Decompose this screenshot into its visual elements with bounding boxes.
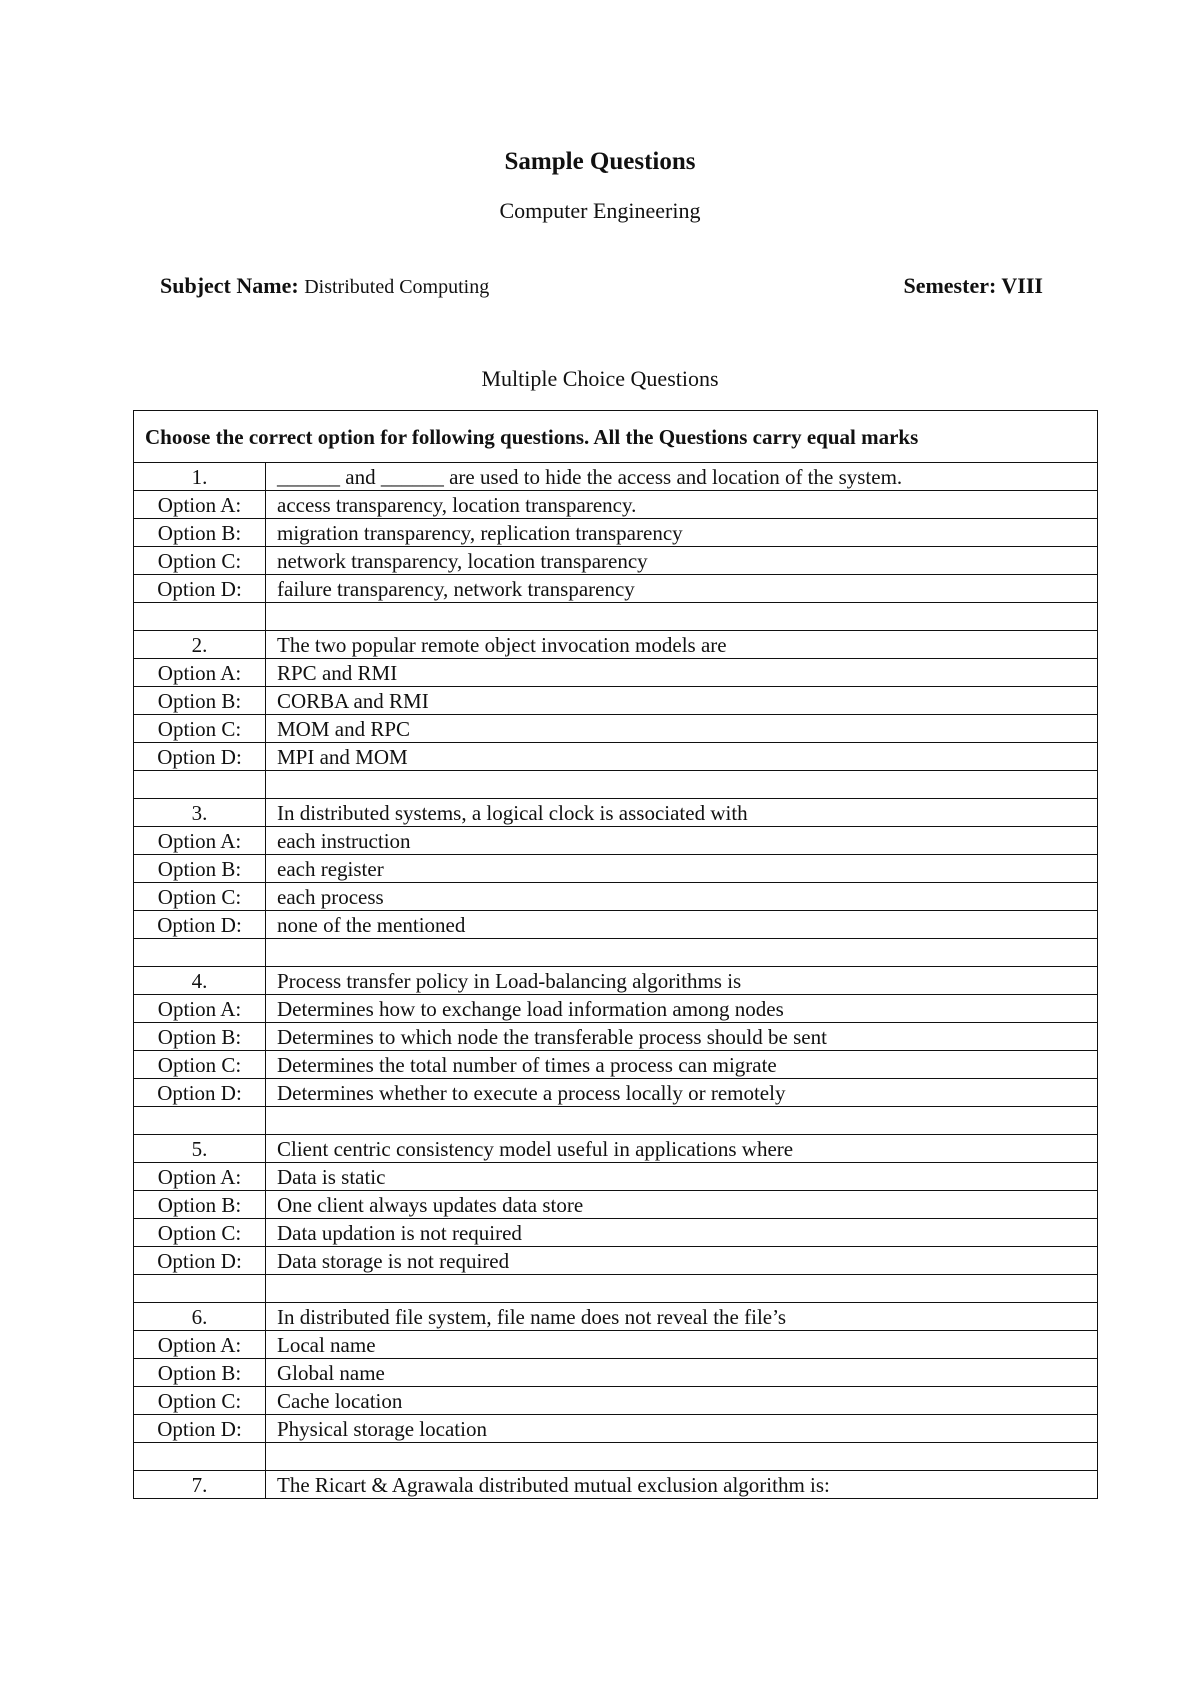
spacer-row [134,603,1098,631]
option-label: Option A: [134,1331,266,1359]
spacer-cell [134,603,266,631]
spacer-cell [134,1107,266,1135]
option-row [134,911,1098,939]
option-label: Option D: [134,1415,266,1443]
spacer-row [134,939,1098,967]
option-row [134,827,1098,855]
option-row [134,519,1098,547]
question-text: The Ricart & Agrawala distributed mutual exclusion algorithm is: [266,1471,1098,1499]
option-row [134,1191,1098,1219]
option-text: Local name [266,1331,1098,1359]
question-text: In distributed systems, a logical clock is associated with [266,799,1098,827]
option-label: Option D: [134,743,266,771]
option-row [134,575,1098,603]
option-text: Data storage is not required [266,1247,1098,1275]
option-label: Option D: [134,1247,266,1275]
option-label: Option B: [134,687,266,715]
option-label: Option A: [134,827,266,855]
option-text: Physical storage location [266,1415,1098,1443]
subject-value: Distributed Computing [304,276,490,298]
option-text: Cache location [266,1387,1098,1415]
option-label: Option B: [134,519,266,547]
option-text: access transparency, location transparency. [266,491,1098,519]
spacer-cell [134,939,266,967]
option-row [134,1359,1098,1387]
spacer-cell [266,1107,1098,1135]
option-text: migration transparency, replication transparency [266,519,1098,547]
semester-value: VIII [1001,273,1043,298]
question-number: 2. [134,631,266,659]
option-row [134,687,1098,715]
option-text: Determines the total number of times a process can migrate [266,1051,1098,1079]
option-row [134,491,1098,519]
option-row [134,1023,1098,1051]
option-label: Option D: [134,575,266,603]
option-text: failure transparency, network transparency [266,575,1098,603]
question-number: 7. [134,1471,266,1499]
option-row [134,883,1098,911]
option-label: Option B: [134,1023,266,1051]
option-text: each instruction [266,827,1098,855]
option-label: Option A: [134,1163,266,1191]
option-label: Option A: [134,659,266,687]
option-row [134,1079,1098,1107]
subject-label: Subject Name: [160,273,299,298]
question-text: Process transfer policy in Load-balancing algorithms is [266,967,1098,995]
option-label: Option B: [134,1191,266,1219]
option-text: Data updation is not required [266,1219,1098,1247]
question-row [134,799,1098,827]
question-text: The two popular remote object invocation models are [266,631,1098,659]
option-row [134,743,1098,771]
question-row [134,967,1098,995]
option-label: Option C: [134,883,266,911]
option-row [134,995,1098,1023]
spacer-row [134,771,1098,799]
question-number: 3. [134,799,266,827]
option-text: each register [266,855,1098,883]
option-text: MPI and MOM [266,743,1098,771]
department-name: Computer Engineering [499,198,701,223]
option-text: Determines whether to execute a process locally or remotely [266,1079,1098,1107]
question-row [134,1303,1098,1331]
spacer-cell [134,771,266,799]
spacer-row [134,1275,1098,1303]
semester-label: Semester: [903,273,997,298]
question-text: ______ and ______ are used to hide the access and location of the system. [266,463,1098,491]
option-row [134,1051,1098,1079]
option-label: Option B: [134,855,266,883]
option-row [134,1247,1098,1275]
semester-line [903,273,1043,299]
mcq-table [133,410,1098,1499]
option-label: Option A: [134,491,266,519]
question-text: Client centric consistency model useful in applications where [266,1135,1098,1163]
question-row [134,631,1098,659]
option-row [134,1331,1098,1359]
option-row [134,1219,1098,1247]
option-text: none of the mentioned [266,911,1098,939]
option-row [134,855,1098,883]
option-row [134,1415,1098,1443]
option-row [134,659,1098,687]
option-row [134,547,1098,575]
option-label: Option C: [134,1219,266,1247]
spacer-cell [266,939,1098,967]
option-label: Option C: [134,547,266,575]
instruction-text: Choose the correct option for following questions. All the Questions carry equal marks [134,411,1098,463]
question-row [134,463,1098,491]
option-label: Option C: [134,715,266,743]
spacer-cell [134,1443,266,1471]
option-label: Option A: [134,995,266,1023]
question-number: 1. [134,463,266,491]
option-text: MOM and RPC [266,715,1098,743]
spacer-cell [266,1443,1098,1471]
question-row [134,1471,1098,1499]
spacer-row [134,1107,1098,1135]
option-label: Option B: [134,1359,266,1387]
option-text: network transparency, location transparency [266,547,1098,575]
option-text: Determines how to exchange load information among nodes [266,995,1098,1023]
option-row [134,1163,1098,1191]
spacer-cell [134,1275,266,1303]
option-text: Data is static [266,1163,1098,1191]
spacer-cell [266,603,1098,631]
option-text: each process [266,883,1098,911]
question-number: 4. [134,967,266,995]
option-label: Option D: [134,1079,266,1107]
section-title: Multiple Choice Questions [481,366,719,391]
option-text: Determines to which node the transferable process should be sent [266,1023,1098,1051]
option-label: Option D: [134,911,266,939]
option-text: RPC and RMI [266,659,1098,687]
question-row [134,1135,1098,1163]
option-row [134,715,1098,743]
question-text: In distributed file system, file name does not reveal the file’s [266,1303,1098,1331]
option-text: Global name [266,1359,1098,1387]
option-text: One client always updates data store [266,1191,1098,1219]
instruction-row [134,411,1098,463]
question-number: 6. [134,1303,266,1331]
question-number: 5. [134,1135,266,1163]
option-label: Option C: [134,1051,266,1079]
option-text: CORBA and RMI [266,687,1098,715]
spacer-cell [266,1275,1098,1303]
spacer-row [134,1443,1098,1471]
option-label: Option C: [134,1387,266,1415]
subject-line [160,273,489,299]
option-row [134,1387,1098,1415]
page-title: Sample Questions [504,148,696,175]
spacer-cell [266,771,1098,799]
